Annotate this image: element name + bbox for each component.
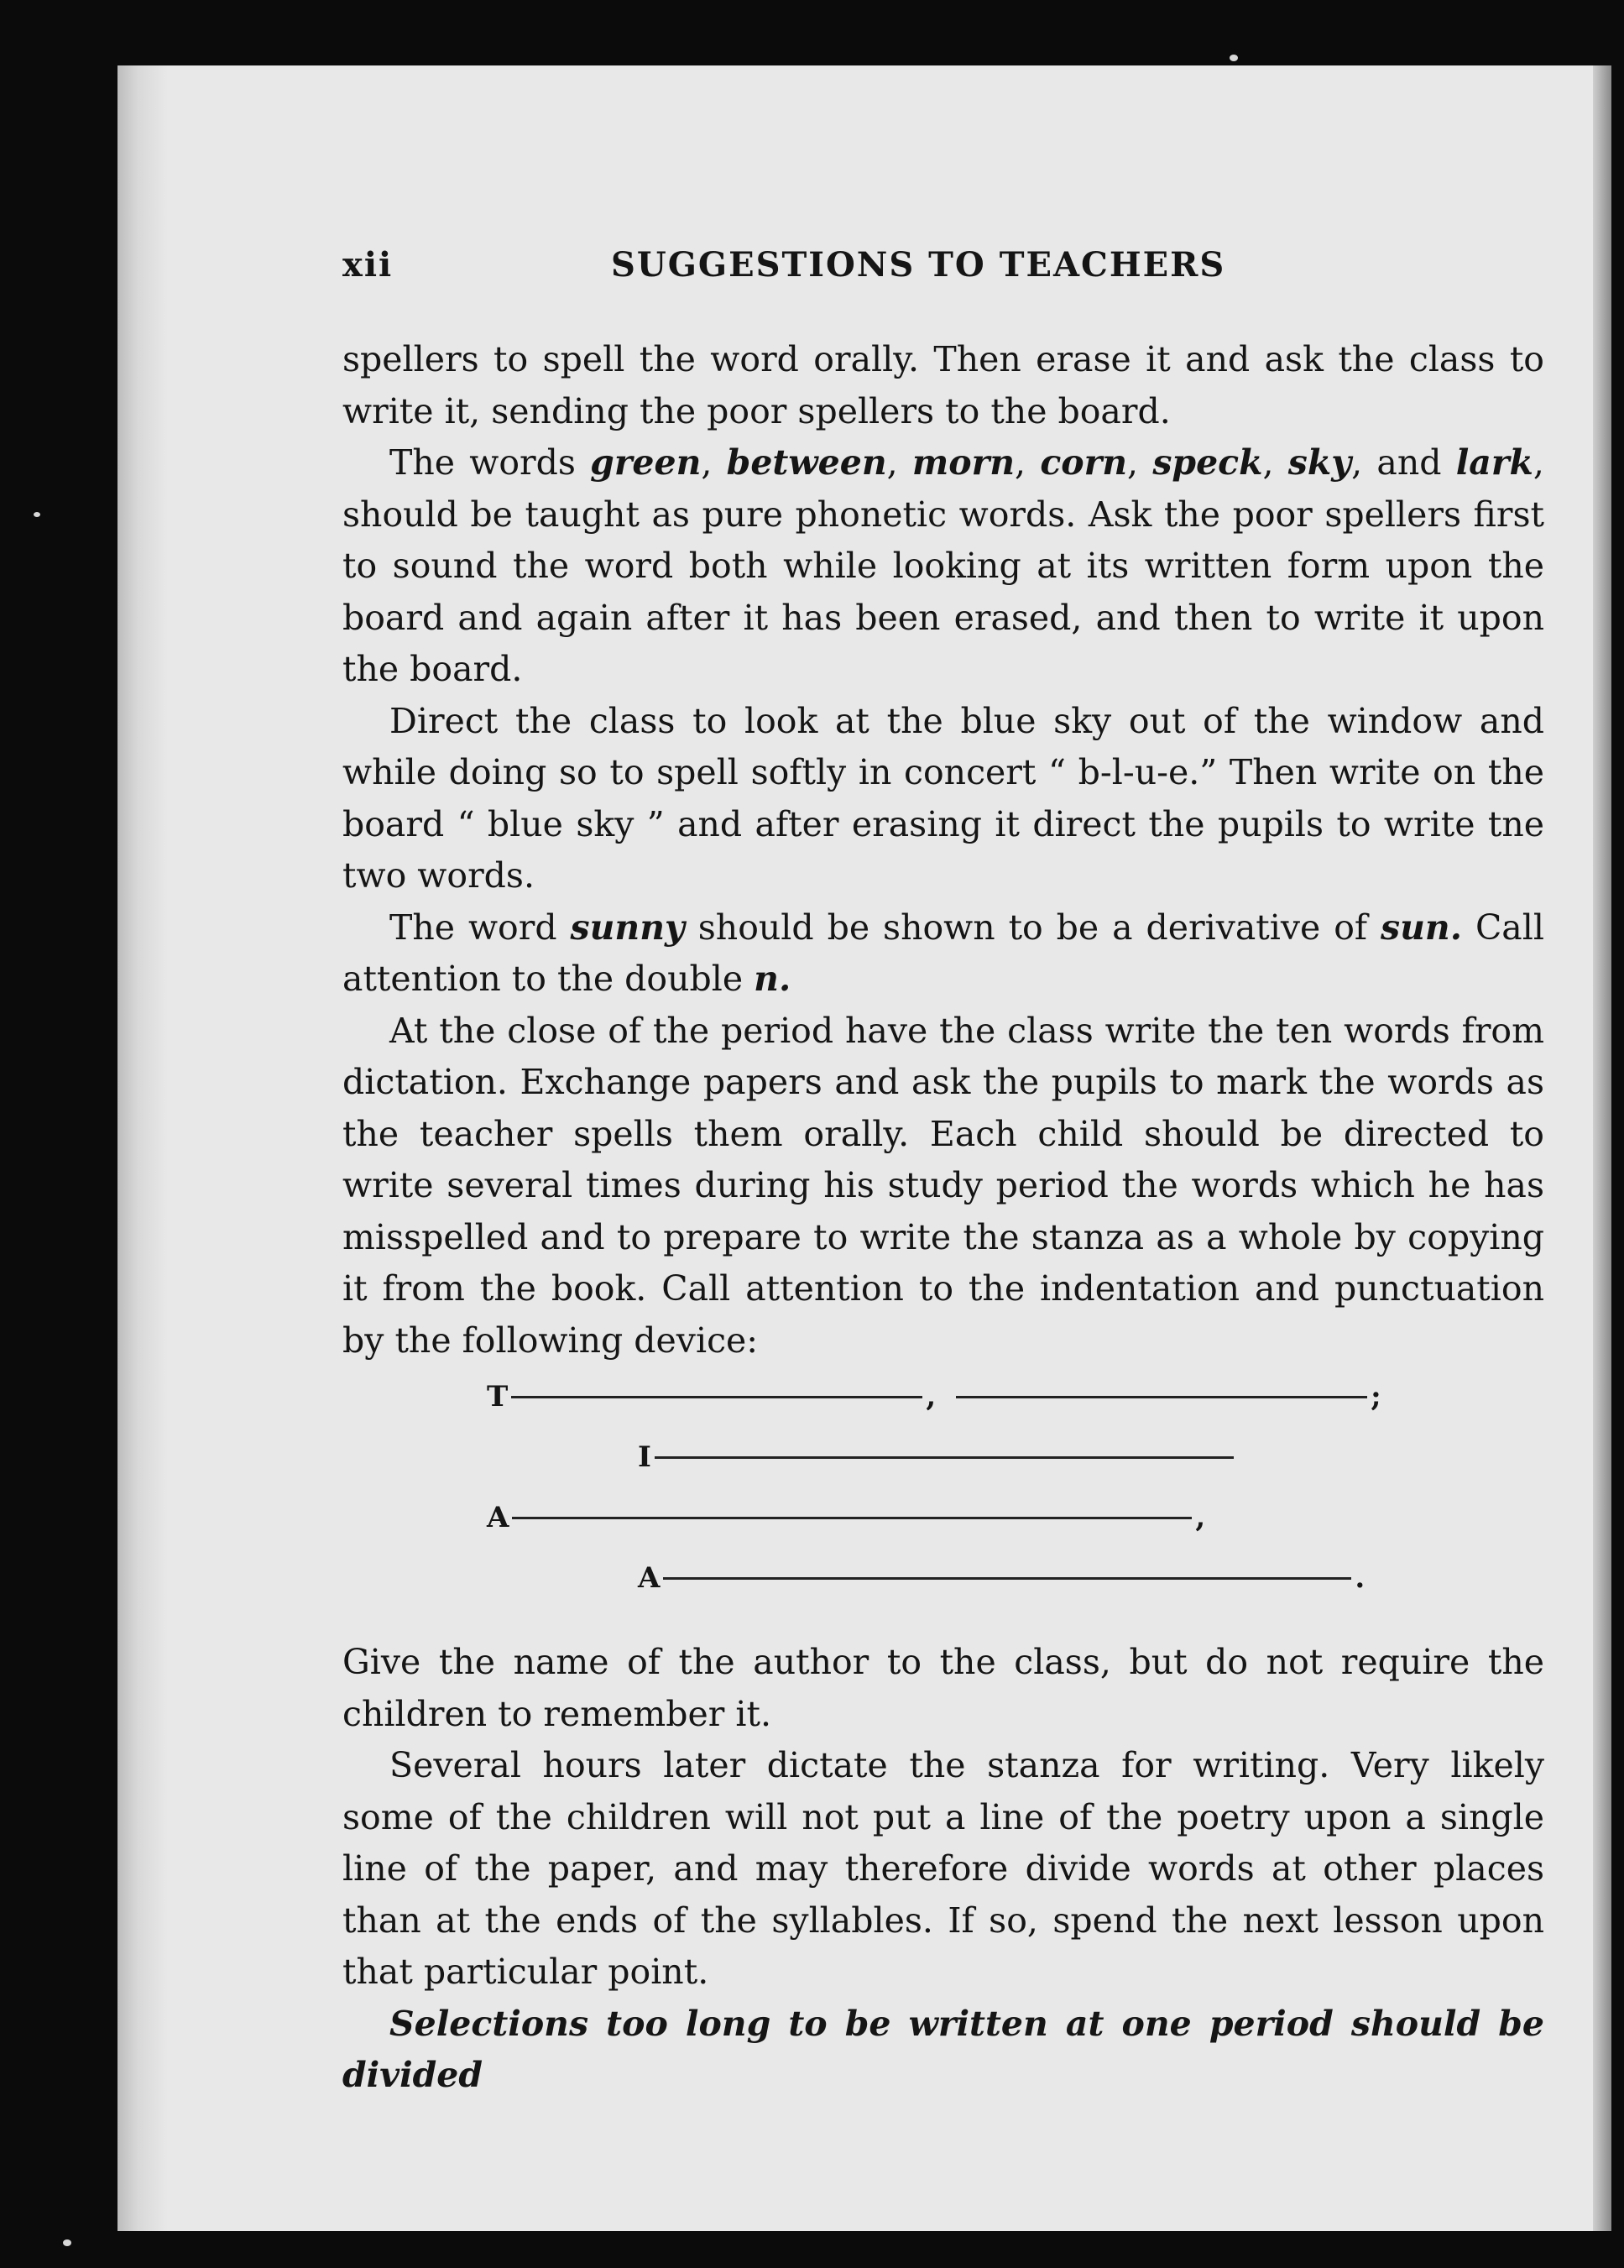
device-letter: I [638,1440,651,1474]
paragraph: spellers to spell the word orally. Then erase it and ask the class to write it, sending the poor spellers to the board. [342,339,1544,431]
text-run: The words [389,442,591,483]
word-speck: speck [1152,442,1263,483]
letter-n: n. [754,959,791,999]
word-sky: sky [1287,442,1352,483]
paragraph: Give the name of the author to the class, but do not require the children to remember it. [342,1642,1544,1734]
indentation-device [342,1372,1544,1623]
scan-speck [63,2239,71,2246]
text-run: should be shown to be a derivative of [684,907,1381,948]
device-line [638,1561,1365,1595]
device-rule [512,1517,1192,1519]
text-run: Call attention to the double [342,907,1544,999]
text-run: and [1376,442,1442,483]
device-punct: , [926,1380,937,1414]
text-run: The word [389,907,571,948]
running-head: SUGGESTIONS TO TEACHERS [611,245,1226,285]
word-green: green [590,442,702,483]
device-line [638,1440,1237,1474]
device-punct: . [1355,1561,1366,1595]
device-rule [663,1577,1351,1580]
paragraph [342,902,1544,1006]
device-letter: A [487,1501,509,1534]
page-edge [1593,65,1611,2231]
word-sun: sun. [1381,907,1463,948]
device-line [487,1501,1205,1534]
device-punct: ; [1371,1380,1381,1414]
paragraph: Several hours later dictate the stanza for writing. Very likely some of the children will not put a line of the poetry upon a single line of the paper, and may therefore divide words at other places than at the ends of the syllables. If so, spend the next lesson upon that particular point. [342,1745,1544,1992]
word-sunny: sunny [570,907,685,948]
device-rule [956,1396,1367,1398]
paragraph: Direct the class to look at the blue sky out of the window and while doing so to spell softly in concert “ b-l-u-e.” Then write on the board “ blue sky ” and after erasing it direct the pupils to write tne two words. [342,700,1544,896]
device-line [487,1380,1381,1414]
page-gutter-shadow [117,65,168,2231]
device-rule [511,1396,922,1398]
scan-speck [1230,55,1238,61]
page-number: xii [342,245,394,285]
word-corn: corn [1040,442,1128,483]
word-morn: morn [911,442,1016,483]
page-body [342,334,1544,2102]
scan-speck [34,512,40,517]
device-letter: T [487,1380,509,1414]
paragraph: At the close of the period have the class write the ten words from dictation. Exchange papers and ask the pupils to mark the words as the teacher spells them orally. Each child should be directed to write several times during his study period the words which he has misspelled and to prepare to write the stanza as a whole by copying it from the book. Call attention to the indentation and punctuation by the following device: [342,1010,1544,1361]
paragraph: The words green, between, morn, corn, speck, sky, and lark, should be taught as pure phonetic words. Ask the poor spellers first to sound the word both while looking at its written form upon the board and again after it has been erased, and then to write it upon the board. [342,442,1544,689]
word-between: between [726,442,887,483]
device-punct: , [1195,1501,1206,1534]
word-lark: lark [1455,442,1533,483]
device-letter: A [638,1561,661,1595]
device-rule [655,1456,1234,1459]
page-header [342,245,1266,285]
text-run: should be taught as pure phonetic words. Ask the poor spellers first to sound the word both while looking at its written form upon the board and again after it has been erased, and then to write it upon the board. [342,494,1544,689]
paragraph-italic: Selections too long to be written at one period should be divided [342,2003,1544,2095]
